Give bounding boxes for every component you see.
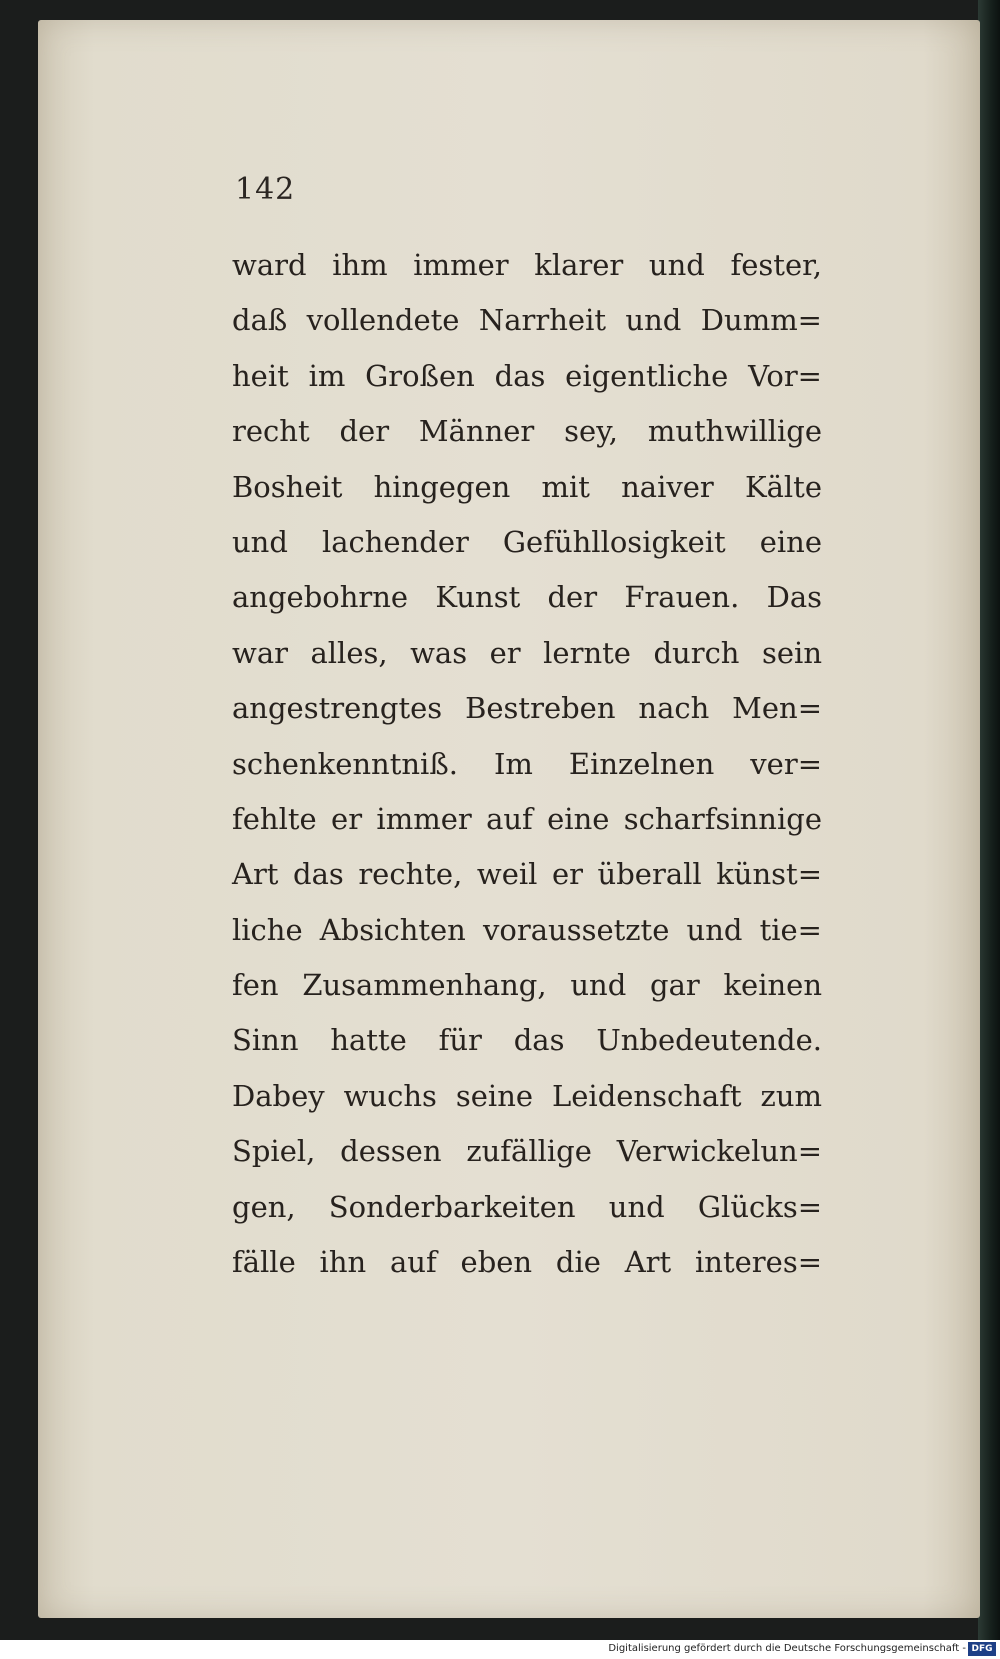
body-text	[232, 238, 822, 1290]
text-line: schenkenntniß. Im Einzelnen ver=	[232, 746, 822, 781]
text-line: Spiel, dessen zufällige Verwickelun=	[232, 1134, 822, 1169]
text-line: heit im Großen das eigentliche Vor=	[232, 358, 822, 393]
text-line: war alles, was er lernte durch sein	[232, 635, 822, 670]
page-number: 142	[235, 172, 296, 207]
dfg-logo: DFG	[968, 1642, 996, 1656]
text-line: fen Zusammenhang, und gar keinen	[232, 968, 822, 1003]
digitization-footer	[0, 1640, 1000, 1659]
text-line: liche Absichten voraussetzte und tie=	[232, 912, 822, 947]
text-line: gen, Sonderbarkeiten und Glücks=	[232, 1189, 822, 1224]
text-line: und lachender Gefühllosigkeit eine	[232, 524, 822, 559]
funding-credit: Digitalisierung gefördert durch die Deutsche Forschungsgemeinschaft -	[608, 1643, 966, 1654]
text-line: Dabey wuchs seine Leidenschaft zum	[232, 1078, 822, 1113]
text-line: angebohrne Kunst der Frauen. Das	[232, 580, 822, 615]
text-line: Bosheit hingegen mit naiver Kälte	[232, 469, 822, 504]
text-line: Sinn hatte für das Unbedeutende.	[232, 1023, 822, 1058]
text-line: ward ihm immer klarer und fester,	[232, 248, 822, 282]
text-line: recht der Männer sey, muthwillige	[232, 414, 822, 449]
text-line: fehlte er immer auf eine scharfsinnige	[232, 801, 822, 836]
text-line: fälle ihn auf eben die Art interes=	[232, 1245, 822, 1280]
book-spine-edge	[978, 0, 1000, 1640]
text-line: Art das rechte, weil er überall künst=	[232, 857, 822, 892]
text-line: angestrengtes Bestreben nach Men=	[232, 691, 822, 726]
text-line: daß vollendete Narrheit und Dumm=	[232, 303, 822, 338]
